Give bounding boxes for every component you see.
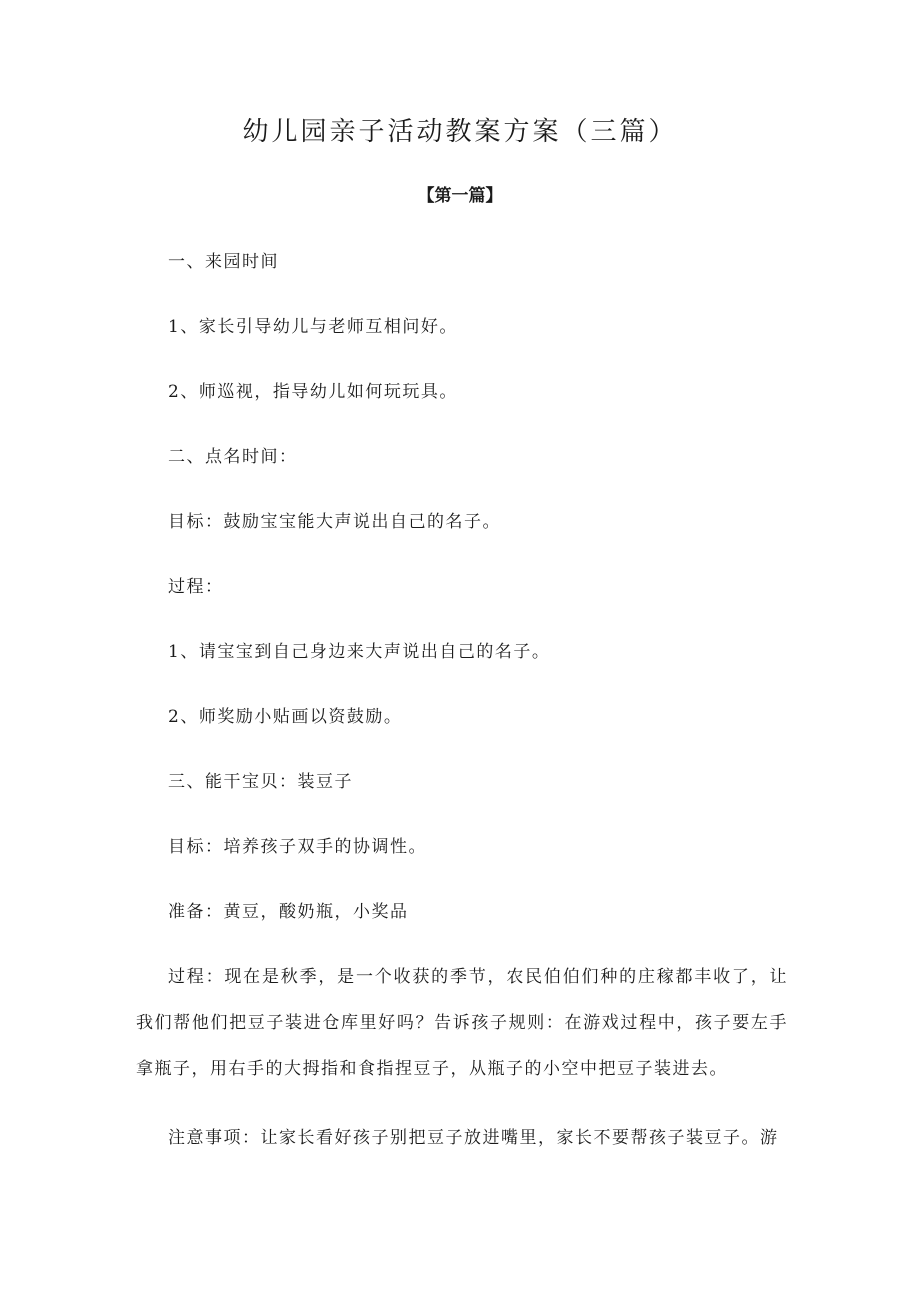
goal-line: 目标：鼓励宝宝能大声说出自己的名子。 — [168, 512, 501, 532]
preparation-line: 准备：黄豆，酸奶瓶，小奖品 — [168, 902, 409, 922]
section-heading-beans: 三、能干宝贝：装豆子 — [168, 772, 353, 792]
list-item: 2、师奖励小贴画以资鼓励。 — [168, 707, 403, 727]
section-heading: 【第一篇】 — [417, 186, 503, 206]
list-item: 2、师巡视，指导幼儿如何玩玩具。 — [168, 382, 458, 402]
process-label: 过程： — [168, 577, 224, 597]
notes-paragraph: 注意事项：让家长看好孩子别把豆子放进嘴里，家长不要帮孩子装豆子。游 — [168, 1128, 779, 1148]
process-paragraph: 过程：现在是秋季，是一个收获的季节，农民伯伯们种的庄稼都丰收了，让我们帮他们把豆子装进仓库里好吗？告诉孩子规则：在游戏过程中，孩子要左手拿瓶子，用右手的大拇指和食指捏豆子，从瓶子的小空中把豆子装进去。 — [136, 967, 788, 1079]
list-item: 1、家长引导幼儿与老师互相问好。 — [168, 317, 458, 337]
section-heading-rollcall: 二、点名时间： — [168, 447, 298, 467]
document-title: 幼儿园亲子活动教案方案（三篇） — [242, 117, 678, 147]
goal-line: 目标：培养孩子双手的协调性。 — [168, 837, 427, 857]
list-item: 1、请宝宝到自己身边来大声说出自己的名子。 — [168, 642, 551, 662]
section-heading-arrival: 一、来园时间 — [168, 252, 279, 272]
